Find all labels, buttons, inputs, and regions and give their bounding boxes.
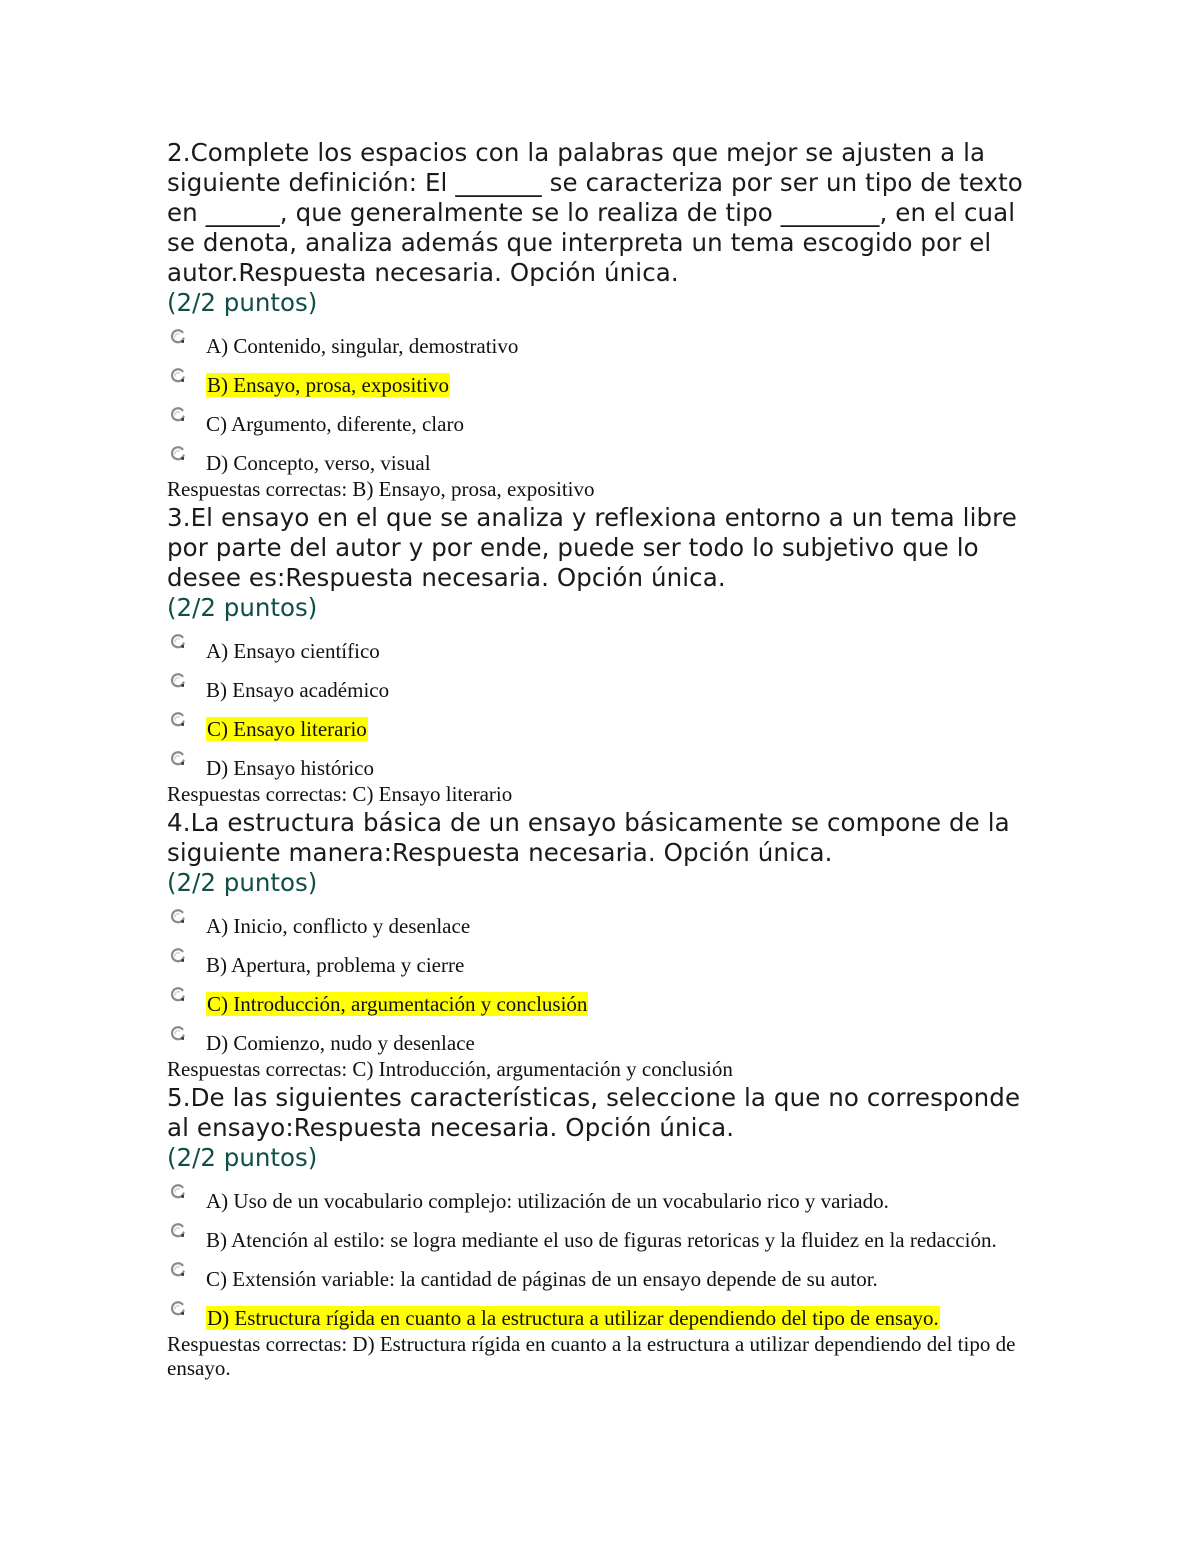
question-points: (2/2 puntos): [167, 593, 318, 622]
option-label: A) Uso de un vocabulario complejo: utilización de un vocabulario rico y variado.: [206, 1189, 889, 1213]
answer-option[interactable]: [167, 398, 1047, 437]
answer-option[interactable]: [167, 1253, 1047, 1292]
option-label: B) Ensayo académico: [206, 678, 390, 702]
option-label: B) Atención al estilo: se logra mediante el uso de figuras retoricas y la fluidez en la redacción.: [206, 1228, 997, 1252]
question-points: (2/2 puntos): [167, 1143, 318, 1172]
option-label: C) Argumento, diferente, claro: [206, 412, 464, 436]
radio-button-icon[interactable]: [170, 944, 186, 960]
answer-option[interactable]: [167, 664, 1047, 703]
question-text: 4.La estructura básica de un ensayo básicamente se compone de la siguiente manera:Respuesta necesaria. Opción única.: [167, 808, 1010, 867]
option-label: A) Inicio, conflicto y desenlace: [206, 914, 471, 938]
correct-answer-text: Respuestas correctas: C) Introducción, argumentación y conclusión: [167, 1057, 733, 1081]
selected-option-label: C) Introducción, argumentación y conclusión: [207, 992, 588, 1016]
radio-button-icon[interactable]: [170, 905, 186, 921]
correct-answer-text: Respuestas correctas: B) Ensayo, prosa, expositivo: [167, 477, 595, 501]
option-label: D) Comienzo, nudo y desenlace: [206, 1031, 475, 1055]
answer-option[interactable]: [167, 359, 1047, 398]
selected-option-label: C) Ensayo literario: [207, 717, 367, 741]
answer-option[interactable]: [167, 742, 1047, 781]
answer-option[interactable]: [167, 1017, 1047, 1056]
question-block: [167, 808, 1047, 1081]
radio-button-icon[interactable]: [170, 630, 186, 646]
question-text: 2.Complete los espacios con la palabras que mejor se ajusten a la siguiente definición: El _______ se caracteriza por ser un tipo de texto en ______, que generalmente se lo realiza de tipo ________, en el cual se denota, analiza además que interpreta un tema escogido por el autor.Respuesta necesaria. Opción única.: [167, 138, 1023, 287]
radio-button-icon[interactable]: [170, 983, 186, 999]
question-block: [167, 138, 1047, 501]
option-label: A) Contenido, singular, demostrativo: [206, 334, 519, 358]
radio-button-icon[interactable]: [170, 1180, 186, 1196]
answer-option[interactable]: [167, 900, 1047, 939]
option-label: B) Apertura, problema y cierre: [206, 953, 465, 977]
radio-button-icon[interactable]: [170, 325, 186, 341]
option-label: A) Ensayo científico: [206, 639, 380, 663]
selected-option-label: B) Ensayo, prosa, expositivo: [207, 373, 450, 397]
option-label: C) Extensión variable: la cantidad de páginas de un ensayo depende de su autor.: [206, 1267, 878, 1291]
radio-button-icon[interactable]: [170, 1258, 186, 1274]
answer-option[interactable]: [167, 320, 1047, 359]
radio-button-icon[interactable]: [170, 403, 186, 419]
option-label: D) Ensayo histórico: [206, 756, 374, 780]
radio-button-icon[interactable]: [170, 669, 186, 685]
radio-button-icon[interactable]: [170, 1022, 186, 1038]
radio-button-icon[interactable]: [170, 1297, 186, 1313]
answer-option[interactable]: [167, 1214, 1047, 1253]
question-points: (2/2 puntos): [167, 868, 318, 897]
answer-option[interactable]: [167, 1175, 1047, 1214]
selected-option-label: D) Estructura rígida en cuanto a la estructura a utilizar dependiendo del tipo de ensayo.: [207, 1306, 939, 1330]
question-points: (2/2 puntos): [167, 288, 318, 317]
question-block: [167, 503, 1047, 806]
radio-button-icon[interactable]: [170, 364, 186, 380]
question-block: [167, 1083, 1047, 1380]
answer-option[interactable]: [167, 703, 1047, 742]
radio-button-icon[interactable]: [170, 747, 186, 763]
answer-option[interactable]: [167, 625, 1047, 664]
answer-option[interactable]: [167, 939, 1047, 978]
option-label: D) Concepto, verso, visual: [206, 451, 431, 475]
document-page: [167, 138, 1047, 1382]
answer-option[interactable]: [167, 978, 1047, 1017]
correct-answer-text: Respuestas correctas: C) Ensayo literario: [167, 782, 513, 806]
radio-button-icon[interactable]: [170, 708, 186, 724]
answer-option[interactable]: [167, 437, 1047, 476]
question-text: 5.De las siguientes características, seleccione la que no corresponde al ensayo:Respuesta necesaria. Opción única.: [167, 1083, 1021, 1142]
correct-answer-text: Respuestas correctas: D) Estructura rígida en cuanto a la estructura a utilizar dependiendo del tipo de ensayo.: [167, 1332, 1016, 1380]
radio-button-icon[interactable]: [170, 1219, 186, 1235]
answer-option[interactable]: [167, 1292, 1047, 1331]
radio-button-icon[interactable]: [170, 442, 186, 458]
question-text: 3.El ensayo en el que se analiza y reflexiona entorno a un tema libre por parte del autor y por ende, puede ser todo lo subjetivo que lo desee es:Respuesta necesaria. Opción única.: [167, 503, 1017, 592]
